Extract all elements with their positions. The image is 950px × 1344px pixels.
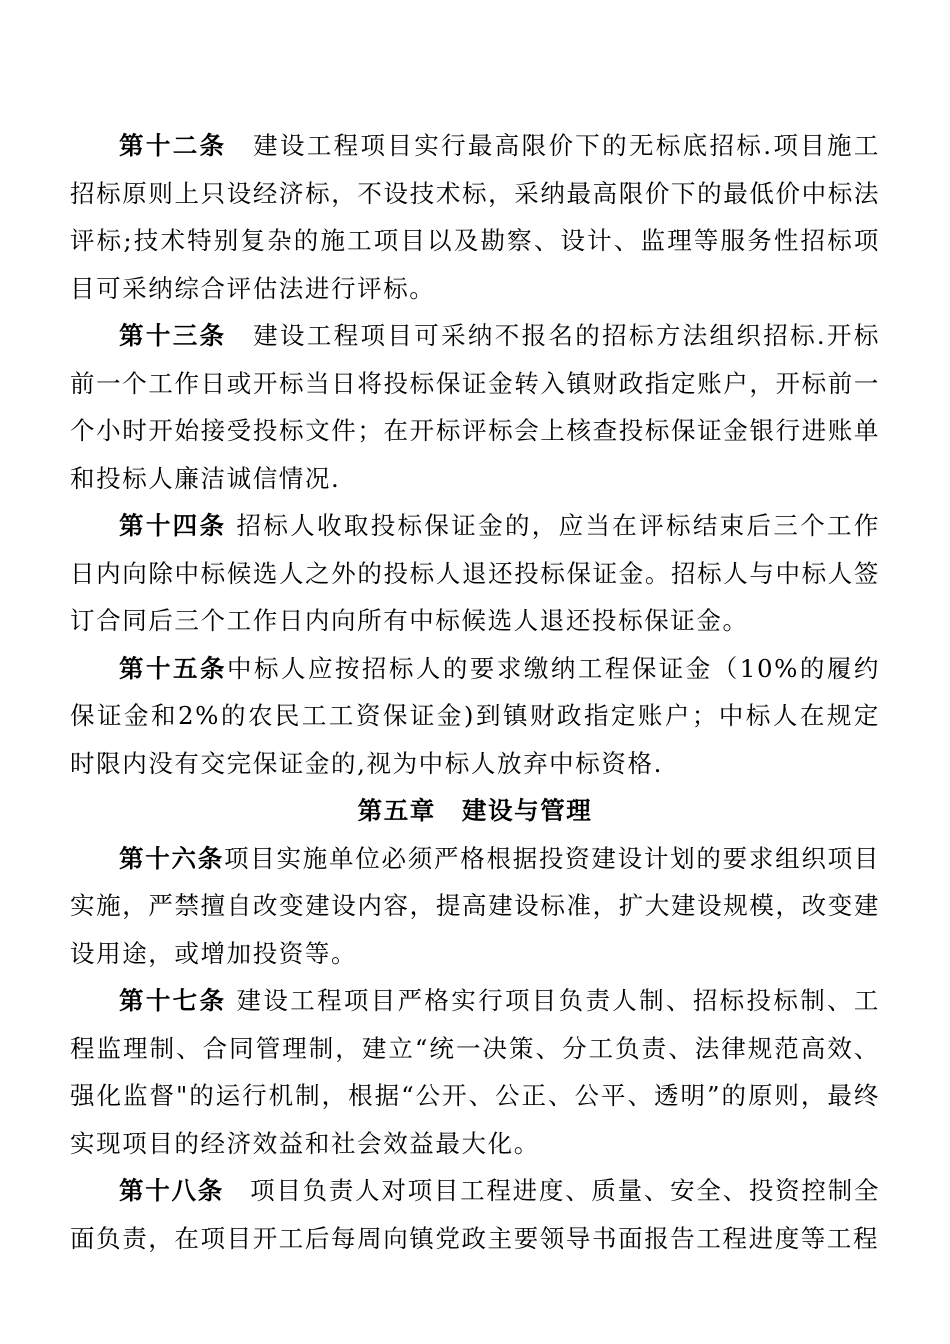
article-18 (70, 1167, 880, 1262)
article-12 (70, 122, 880, 312)
article-16 (70, 835, 880, 978)
article-14 (70, 502, 880, 645)
article-text: 中标人应按招标人的要求缴纳工程保证金（10%的履约保证金和2%的农民工工资保证金)到镇财政指定账户；中标人在规定时限内没有交完保证金的,视为中标人放弃中标资格. (70, 653, 881, 778)
document-page (70, 122, 880, 1262)
article-17 (70, 977, 880, 1167)
chapter-heading (70, 787, 880, 835)
article-text: 建设工程项目实行最高限价下的无标底招标.项目施工招标原则上只设经济标，不设技术标，采纳最高限价下的最低价中标法评标;技术特别复杂的施工项目以及勘察、设计、监理等服务性招标项目可采纳综合评估法进行评标。 (70, 131, 880, 303)
chapter-number: 第五章 (357, 796, 436, 825)
article-number: 第十五条 (119, 653, 227, 683)
article-number: 第十六条 (119, 843, 224, 873)
chapter-title: 建设与管理 (461, 796, 593, 825)
article-number: 第十八条 (119, 1176, 224, 1205)
article-text: 建设工程项目可采纳不报名的招标方法组织招标.开标前一个工作日或开标当日将投标保证金转入镇财政指定账户，开标前一个小时开始接受投标文件；在开标评标会上核查投标保证金银行进账单和投标人廉洁诚信情况. (70, 321, 880, 493)
article-13 (70, 312, 880, 502)
article-text: 招标人收取投标保证金的，应当在评标结束后三个工作日内向除中标候选人之外的投标人退还投标保证金。招标人与中标人签订合同后三个工作日内向所有中标候选人退还投标保证金。 (70, 511, 880, 635)
article-text: 项目负责人对项目工程进度、质量、安全、投资控制全面负责，在项目开工后每周向镇党政主要领导书面报告工程进度等工程 (70, 1176, 880, 1253)
article-number: 第十四条 (119, 511, 227, 540)
article-number: 第十三条 (119, 321, 227, 350)
article-15 (70, 645, 880, 788)
article-text: 项目实施单位必须严格根据投资建设计划的要求组织项目实施，严禁擅自改变建设内容，提高建设标准，扩大建设规模，改变建设用途，或增加投资等。 (70, 843, 880, 968)
article-number: 第十二条 (119, 131, 227, 160)
article-text: 建设工程项目严格实行项目负责人制、招标投标制、工程监理制、合同管理制，建立“统一决策、分工负责、法律规范高效、强化监督"的运行机制，根据“公开、公正、公平、透明”的原则，最终实现项目的经济效益和社会效益最大化。 (70, 986, 880, 1158)
article-number: 第十七条 (119, 986, 227, 1015)
